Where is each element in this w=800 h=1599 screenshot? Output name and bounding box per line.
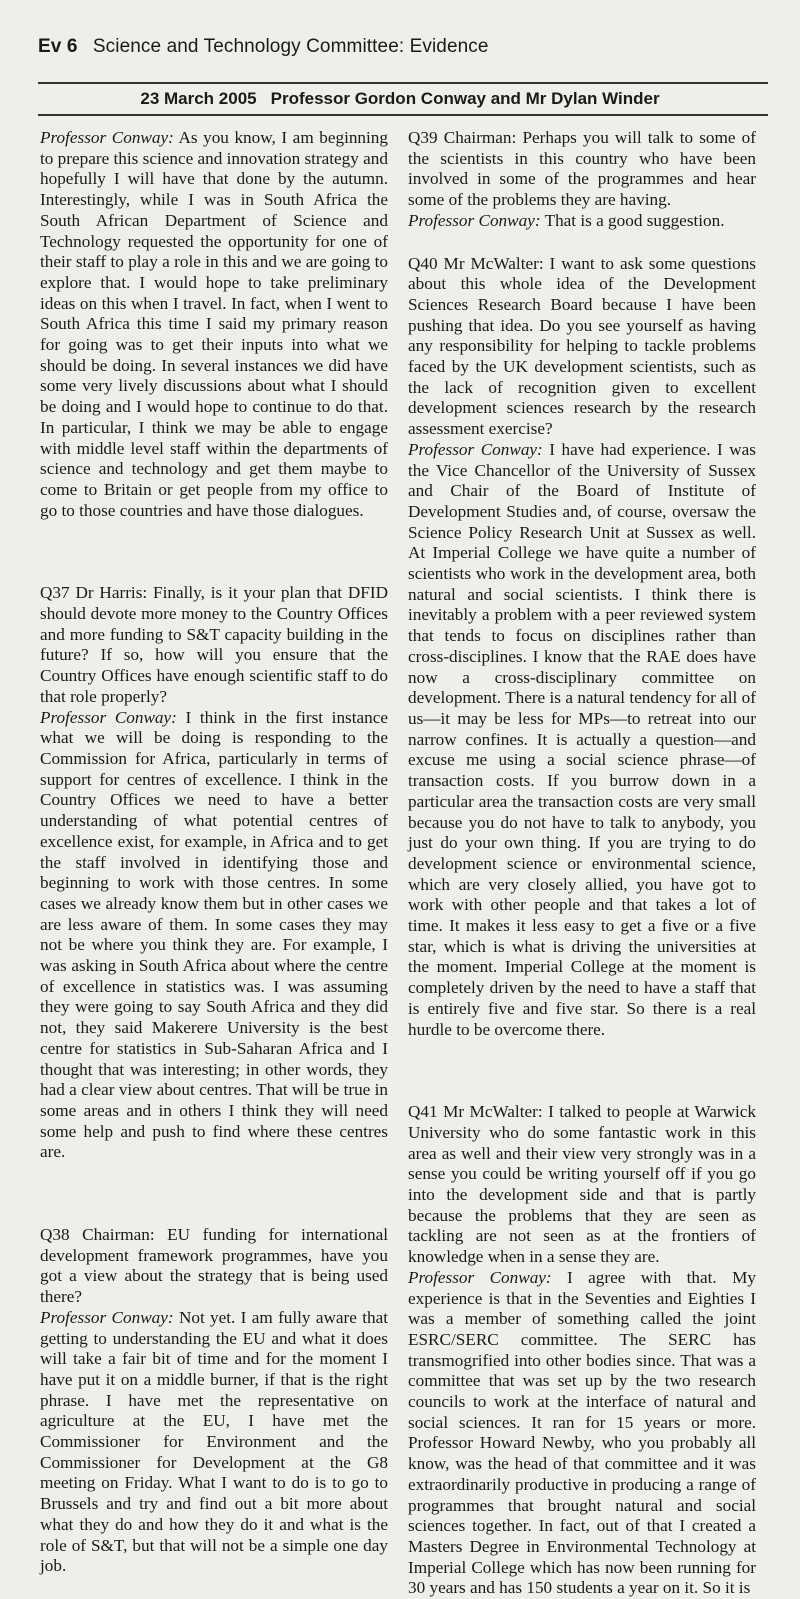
evidence-page-number: Ev 6 [38,36,78,57]
question-paragraph [408,128,756,211]
answer-paragraph [408,1268,756,1599]
right-column [408,128,756,1599]
paragraph-text: Finally, is it your plan that DFID should devote more money to the Country Offices and more funding to S&T capacity building in the future? If so, how will you ensure that the Country Offices have enough scientific staff to do that role properly? [40,583,388,706]
session-header [0,89,800,109]
answer-paragraph [408,211,756,232]
header-rule-top [38,82,768,84]
question-paragraph [408,254,756,440]
header-rule-bottom [38,114,768,116]
session-date: 23 March 2005 [140,89,257,108]
paragraph-text: I think in the first instance what we will be doing is responding to the Commission for Africa, particularly in terms of support for centres of excellence. I think in the Country Offices we need to have a better understanding of what potential centres of excellence exist, for example, in Africa and to get the staff involved in identifying those and beginning to work with those centres. In some cases we already know them but in other cases we are less aware of them. In some cases they may not be where you think they are. For example, I was asking in South Africa about where the centre of excellence in statistics was. I was assuming they were going to say South Africa and they did not, they said Makerere University is the best centre for statistics in Sub-Saharan Africa and I thought that was interesting; in other words, they had a clear view about centres. That will be true in some areas and in others I think they will need some help and push to find where these centres are. [40,707,388,1162]
question-label: Q37 Dr Harris: [40,583,148,603]
answer-paragraph [40,128,388,521]
answer-paragraph [40,708,388,1163]
document-title: Science and Technology Committee: Evidence [92,36,489,57]
running-header [38,36,489,58]
witness-names: Professor Gordon Conway and Mr Dylan Winder [270,89,660,108]
paragraph-text: I have had experience. I was the Vice Chancellor of the University of Sussex and Chair of the Board of Institute of Development Studies and, of course, oversaw the Science Policy Research Unit at Sussex as well. At Imperial College we have quite a number of scientists who work in the development area, both natural and social scientists. I think there is inevitably a problem with a peer reviewed system that tends to focus on disciplines rather than cross-disciplines. I know that the RAE does have now a cross-disciplinary committee on development. There is a natural tendency for all of us—it may be less for MPs—to retreat into our narrow confines. It is actually a question—and excuse me using a social science phrase—of transaction costs. If you burrow down in a particular area the transaction costs are very small because you do not have to talk to anybody, you just do your own thing. If you are trying to do development science or environmental science, which are very closely allied, you have got to work with other people and that takes a lot of time. It makes it less easy to get a five or a five star, which is what is driving the universities at the moment. Imperial College at the moment is completely driven by the need to have a staff that is entirely five and five star. So there is a real hurdle to be overcome there. [408,439,756,1039]
speaker-label: Professor Conway: [40,1307,174,1327]
paragraph-text: Perhaps you will talk to some of the scientists in this country who have been involved in some of the programmes and hear some of the problems they are having. [408,128,756,210]
question-label: Q39 Chairman: [408,128,517,147]
question-label: Q38 Chairman: [40,1225,155,1245]
question-label: Q40 Mr McWalter: [408,253,544,273]
speaker-label: Professor Conway: [40,707,177,727]
paragraph-text: EU funding for international development framework programmes, have you got a view about the strategy that is being used there? [40,1225,389,1307]
question-paragraph [40,1225,388,1308]
paragraph-text: I agree with that. My experience is that in the Seventies and Eighties I was a member of something called the joint ESRC/SERC committee. The SERC has transmogrified into other bodies since. That was a committee that was set up by the two research councils to work at the interface of natural and social sciences. It ran for 15 years or more. Professor Howard Newby, who you probably all know, was the head of that committee and it was extraordinarily productive in producing a range of programmes that brought natural and social sciences together. In fact, out of that I created a Masters Degree in Environmental Technology at Imperial College which has now been running for 30 years and has 150 students a year on it. So it is [408,1267,756,1598]
answer-paragraph [40,1308,388,1577]
paragraph-text: I talked to people at Warwick University who do some fantastic work in this area as well and their view very strongly was in a sense you could be writing yourself off if you go into the development side and that is partly because the problems that they are seen as tackling are not seen as at the frontiers of knowledge when in a sense they are. [408,1102,757,1267]
paragraph-text: That is a good suggestion. [540,210,725,230]
speaker-label: Professor Conway: [40,128,174,147]
paragraph-text: I want to ask some questions about this whole idea of the Development Sciences Research Board because I have been pushing that idea. Do you see yourself as having any responsibility for helping to tackle problems faced by the UK development scientists, such as the lack of recognition given to excellent development sciences research by the research assessment exercise? [408,253,756,439]
paragraph-text: Not yet. I am fully aware that getting to understanding the EU and what it does will take a fair bit of time and for the moment I have put it on a middle burner, if that is the right phrase. I have met the representative on agriculture at the EU, I have met the Commissioner for Environment and the Commissioner for Development at the G8 meeting on Friday. What I want to do is to go to Brussels and try and find out a bit more about what they do and how they do it and what is the role of S&T, but that will not be a simple one day job. [40,1307,388,1576]
left-column [40,128,388,1577]
speaker-label: Professor Conway: [408,1267,552,1287]
question-label: Q41 Mr McWalter: [408,1102,543,1122]
question-paragraph [40,583,388,707]
answer-paragraph [408,440,756,1040]
speaker-label: Professor Conway: [408,210,541,230]
paragraph-text: As you know, I am beginning to prepare this science and innovation strategy and hopefully I will have that done by the autumn. Interestingly, while I was in South Africa the South African Department of Science and Technology requested the opportunity for one of their staff to play a role in this and we are going to explore that. I would hope to take preliminary ideas on this when I travel. In fact, when I went to South Africa this time I said my primary reason for going was to get their inputs into what we should be doing. In several instances we did have some very lively discussions about what I should be doing and I would hope to continue to do that. In particular, I think we may be able to engage with middle level staff within the departments of science and technology and get them maybe to come to Britain or get people from my office to go to those countries and have those dialogues. [40,128,388,520]
speaker-label: Professor Conway: [408,439,543,459]
question-paragraph [408,1102,756,1268]
